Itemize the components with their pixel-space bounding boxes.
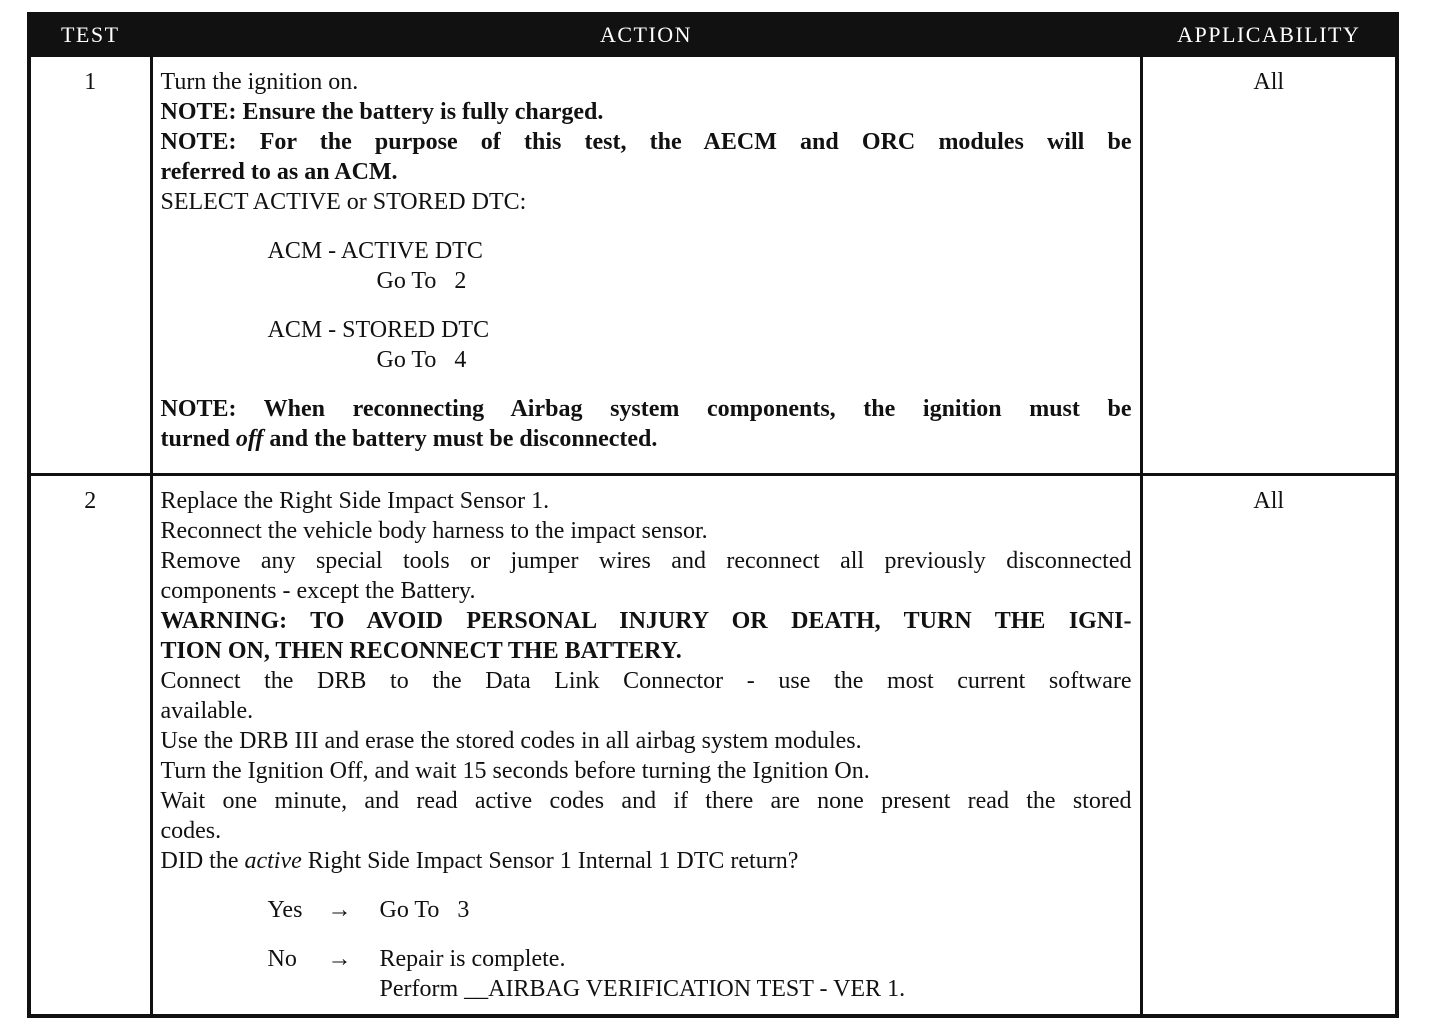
- note-line: referred to as an ACM.: [160, 159, 398, 185]
- test-number: 1: [29, 56, 151, 475]
- applicability-value: All: [1141, 475, 1397, 1017]
- yes-answer: Yes: [267, 897, 303, 923]
- final-note-line: NOTE: When reconnecting Airbag system components, the ignition must be: [160, 396, 1132, 422]
- action-line: Connect the DRB to the Data Link Connector - use the most current software: [160, 668, 1132, 694]
- action-line: Remove any special tools or jumper wires and reconnect all previously disconnected: [160, 548, 1132, 574]
- final-note-line-2: [161, 424, 1132, 454]
- note-line: NOTE: Ensure the battery is fully charged.: [160, 99, 604, 125]
- arrow-icon: →: [327, 946, 352, 972]
- header-applicability: APPLICABILITY: [1141, 14, 1397, 56]
- table-header-row: [29, 14, 1397, 56]
- no-answer: No: [267, 946, 297, 972]
- action-line: Reconnect the vehicle body harness to the impact sensor.: [160, 518, 708, 544]
- action-line: Turn the ignition on.: [160, 69, 359, 95]
- no-result: [380, 944, 906, 1004]
- action-line: SELECT ACTIVE or STORED DTC:: [160, 189, 527, 215]
- option-label: ACM - STORED DTC: [267, 317, 490, 343]
- action-line: components - except the Battery.: [160, 578, 476, 604]
- no-result-line: Perform __AIRBAG VERIFICATION TEST - VER 1.: [379, 976, 906, 1002]
- no-branch: [161, 944, 1132, 1004]
- table-row: [29, 475, 1397, 1017]
- action-line: Turn the Ignition Off, and wait 15 seconds before turning the Ignition On.: [160, 758, 870, 784]
- final-note-emphasis: off: [235, 426, 264, 452]
- test-number: 2: [29, 475, 151, 1017]
- applicability-value: All: [1141, 56, 1397, 475]
- action-line: Wait one minute, and read active codes and if there are none present read the stored: [160, 788, 1132, 814]
- final-note-part: turned: [160, 426, 236, 452]
- header-action: ACTION: [151, 14, 1141, 56]
- final-note-part: and the battery must be disconnected.: [263, 426, 658, 452]
- question-part: DID the: [160, 848, 245, 874]
- question-line: [161, 846, 1132, 876]
- warning-line: TION ON, THEN RECONNECT THE BATTERY.: [160, 638, 682, 664]
- action-line: Use the DRB III and erase the stored codes in all airbag system modules.: [160, 728, 862, 754]
- action-line: codes.: [160, 818, 222, 844]
- yes-result: Go To 3: [379, 897, 470, 923]
- action-line: Replace the Right Side Impact Sensor 1.: [160, 488, 550, 514]
- arrow-icon: →: [327, 897, 352, 923]
- diagnostic-test-table: [27, 12, 1399, 1018]
- note-line: NOTE: For the purpose of this test, the AECM and ORC modules will be: [160, 129, 1132, 155]
- no-result-line: Repair is complete.: [379, 946, 566, 972]
- question-part: Right Side Impact Sensor 1 Internal 1 DTC return?: [301, 848, 799, 874]
- header-test: TEST: [29, 14, 151, 56]
- yes-branch: [161, 895, 1132, 925]
- action-cell: [151, 475, 1141, 1017]
- action-cell: [151, 56, 1141, 475]
- question-emphasis: active: [244, 848, 302, 874]
- option-goto: Go To 4: [376, 347, 467, 373]
- action-line: available.: [160, 698, 254, 724]
- option-label: ACM - ACTIVE DTC: [267, 238, 483, 264]
- table-row: [29, 56, 1397, 475]
- warning-line: WARNING: TO AVOID PERSONAL INJURY OR DEATH, TURN THE IGNI-: [160, 608, 1132, 634]
- option-goto: Go To 2: [376, 268, 467, 294]
